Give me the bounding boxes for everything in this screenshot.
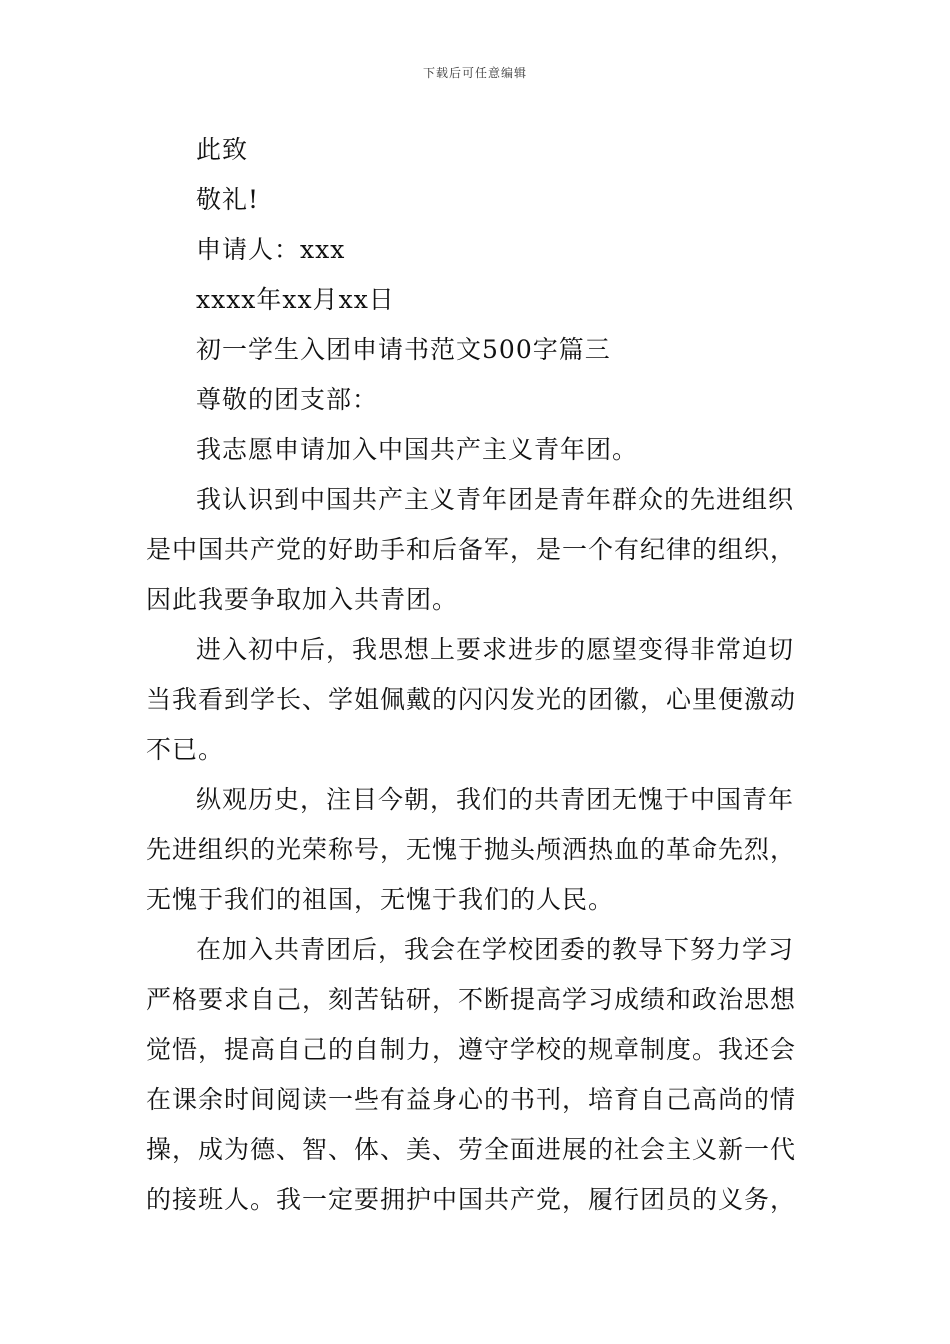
closing-line: 此致: [196, 135, 249, 164]
salutation: 尊敬的团支部：: [196, 385, 379, 414]
paragraph-line: 在加入共青团后，我会在学校团委的教导下努力学习: [196, 935, 795, 964]
paragraph-line: 我志愿申请加入中国共产主义青年团。: [196, 435, 639, 464]
paragraph-line: 操，成为德、智、体、美、劳全面进展的社会主义新一代: [146, 1135, 797, 1164]
paragraph-line: 严格要求自己，刻苦钻研，不断提高学习成绩和政治思想: [146, 985, 797, 1014]
date-line: xxxx年xx月xx日: [196, 285, 395, 314]
paragraph-line: 觉悟，提高自己的自制力，遵守学校的规章制度。我还会: [146, 1035, 797, 1064]
section-title: 初一学生入团申请书范文500字篇三: [196, 335, 611, 364]
paragraph-line: 当我看到学长、学姐佩戴的闪闪发光的团徽，心里便激动: [146, 685, 797, 714]
paragraph-line: 的接班人。我一定要拥护中国共产党，履行团员的义务，: [146, 1185, 797, 1214]
salute-line: 敬礼!: [196, 185, 260, 214]
paragraph-line: 先进组织的光荣称号，无愧于抛头颅洒热血的革命先烈，: [146, 835, 797, 864]
paragraph-line: 我认识到中国共产主义青年团是青年群众的先进组织: [196, 485, 795, 514]
header-note: 下载后可任意编辑: [422, 66, 527, 80]
paragraph-line: 纵观历史，注目今朝，我们的共青团无愧于中国青年: [196, 785, 795, 814]
applicant-line: 申请人：xxx: [196, 235, 346, 264]
paragraph-line: 因此我要争取加入共青团。: [146, 585, 459, 614]
paragraph-line: 不已。: [146, 735, 225, 764]
paragraph-line: 是中国共产党的好助手和后备军，是一个有纪律的组织，: [146, 535, 797, 564]
paragraph-line: 无愧于我们的祖国，无愧于我们的人民。: [146, 885, 615, 914]
paragraph-line: 在课余时间阅读一些有益身心的书刊，培育自己高尚的情: [146, 1085, 797, 1114]
paragraph-line: 进入初中后，我思想上要求进步的愿望变得非常迫切: [196, 635, 795, 664]
